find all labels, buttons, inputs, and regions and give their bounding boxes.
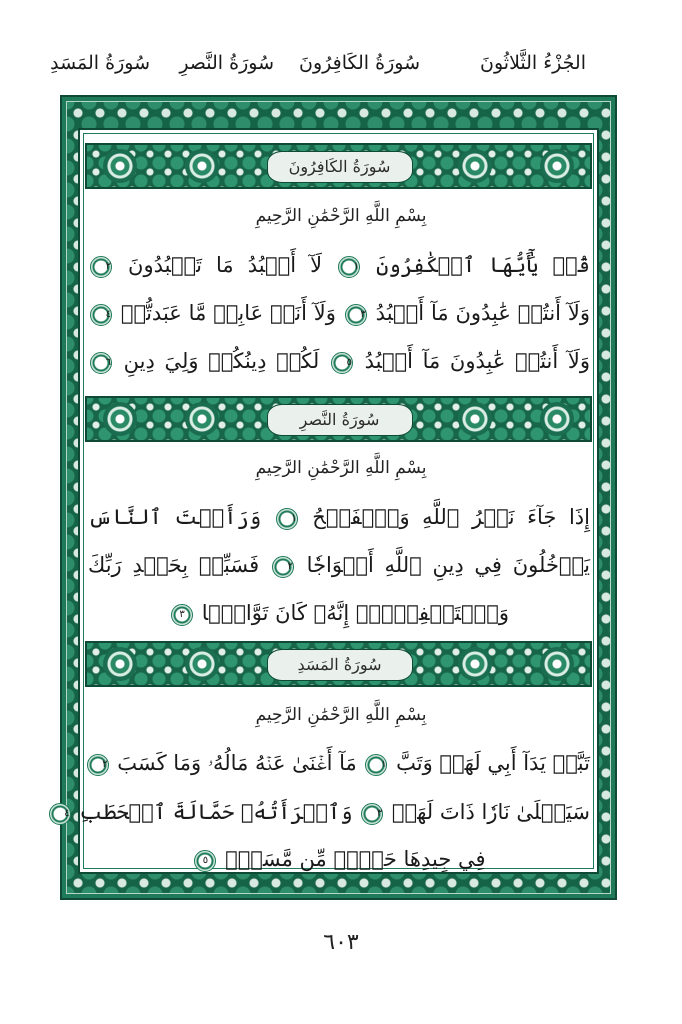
verse-text: لَكُمۡ دِينُكُمۡ وَلِيَ دِينِ bbox=[123, 349, 320, 373]
surah-title-band bbox=[85, 143, 592, 189]
ayah-number-marker: ٥ bbox=[331, 352, 353, 374]
ayah-number-marker: ٢ bbox=[90, 256, 112, 278]
surah-title: سُورَةُ الكَافِرُونَ bbox=[267, 151, 413, 183]
verse-line bbox=[88, 298, 590, 328]
verse-line bbox=[88, 250, 590, 280]
header-surah-masad: سُورَةُ المَسَدِ bbox=[50, 52, 150, 74]
verse-line bbox=[64, 797, 590, 827]
rosette-icon bbox=[103, 402, 137, 436]
surah-title-band bbox=[85, 641, 592, 687]
verse-line bbox=[88, 550, 590, 580]
ayah-number-marker: ٣ bbox=[171, 604, 193, 626]
verse-line bbox=[88, 346, 590, 376]
rosette-icon bbox=[185, 149, 219, 183]
ayah-number-marker: ٢ bbox=[272, 556, 294, 578]
verse-text: لَآ أَعۡبُدُ مَا تَعۡبُدُونَ bbox=[128, 253, 323, 277]
basmala: بِسْمِ اللَّهِ الرَّحْمَٰنِ الرَّحِيمِ bbox=[255, 705, 427, 725]
verse-text: فَسَبِّحۡ بِحَمۡدِ رَبِّكَ bbox=[88, 553, 260, 577]
surah-title: سُورَةُ النَّصرِ bbox=[267, 404, 413, 436]
rosette-icon bbox=[540, 149, 574, 183]
ayah-number-marker: ١ bbox=[276, 508, 298, 530]
ayah-number-marker: ٦ bbox=[90, 352, 112, 374]
verse-text: وَلَآ أَنتُمۡ عَٰبِدُونَ مَآ أَعۡبُدُ bbox=[375, 301, 590, 325]
verse-text: وَلَآ أَنَا۠ عَابِدٞ مَّا عَبَدتُّمۡ bbox=[120, 301, 336, 325]
verse-text: تَبَّتۡ يَدَآ أَبِي لَهَبٖ وَتَبَّ bbox=[396, 751, 590, 775]
ayah-number-marker: ٤ bbox=[90, 304, 112, 326]
rosette-icon bbox=[458, 647, 492, 681]
ayah-number-marker: ١ bbox=[338, 256, 360, 278]
ayah-number-marker: ٢ bbox=[87, 754, 109, 776]
ayah-number-marker: ٥ bbox=[194, 850, 216, 872]
rosette-icon bbox=[458, 402, 492, 436]
ayah-number-marker: ٣ bbox=[345, 304, 367, 326]
header-juz: الجُزْءُ الثَّلاثُونَ bbox=[480, 52, 586, 74]
rosette-icon bbox=[185, 402, 219, 436]
basmala: بِسْمِ اللَّهِ الرَّحْمَٰنِ الرَّحِيمِ bbox=[255, 458, 427, 478]
ayah-number-marker: ٣ bbox=[361, 803, 383, 825]
header-surah-kafirun: سُورَةُ الكَافِرُونَ bbox=[299, 52, 420, 74]
verse-text: مَآ أَغۡنَىٰ عَنۡهُ مَالُهُۥ وَمَا كَسَبَ bbox=[117, 751, 357, 775]
verse-text: وَٱسۡتَغۡفِرۡهُۚ إِنَّهُۥ كَانَ تَوَّابَۢا bbox=[201, 601, 509, 625]
rosette-icon bbox=[103, 149, 137, 183]
basmala: بِسْمِ اللَّهِ الرَّحْمَٰنِ الرَّحِيمِ bbox=[255, 206, 427, 226]
rosette-icon bbox=[185, 647, 219, 681]
rosette-icon bbox=[103, 647, 137, 681]
verse-text: سَيَصۡلَىٰ نَارٗا ذَاتَ لَهَبٖ bbox=[391, 800, 590, 824]
verse-text: قُلۡ يَٰٓأَيُّهَا ٱلۡكَٰفِرُونَ bbox=[376, 253, 590, 277]
verse-text: وَٱمۡرَأَتُهُۥ حَمَّالَةَ ٱلۡحَطَبِ bbox=[79, 800, 353, 824]
verse-line bbox=[88, 748, 590, 778]
verse-line bbox=[88, 844, 590, 874]
verse-line bbox=[88, 502, 590, 532]
rosette-icon bbox=[540, 402, 574, 436]
verse-text: يَدۡخُلُونَ فِي دِينِ ٱللَّهِ أَفۡوَاجٗا bbox=[306, 553, 590, 577]
surah-title: سُورَةُ المَسَدِ bbox=[267, 649, 413, 681]
ayah-number-marker: ١ bbox=[365, 754, 387, 776]
surah-title-band bbox=[85, 396, 592, 442]
ayah-number-marker: ٤ bbox=[49, 803, 71, 825]
page-number: ٦٠٣ bbox=[323, 930, 359, 955]
verse-line bbox=[88, 598, 590, 628]
header-surah-nasr: سُورَةُ النَّصرِ bbox=[179, 52, 274, 74]
verse-text: إِذَا جَآءَ نَصۡرُ ٱللَّهِ وَٱلۡفَتۡحُ bbox=[312, 505, 590, 529]
verse-text: وَلَآ أَنتُمۡ عَٰبِدُونَ مَآ أَعۡبُدُ bbox=[364, 349, 590, 373]
rosette-icon bbox=[540, 647, 574, 681]
rosette-icon bbox=[458, 149, 492, 183]
verse-text: وَرَأَيۡتَ ٱلنَّاسَ bbox=[88, 505, 262, 529]
verse-text: فِي جِيدِهَا حَبۡلٞ مِّن مَّسَدِۭ bbox=[225, 847, 486, 871]
